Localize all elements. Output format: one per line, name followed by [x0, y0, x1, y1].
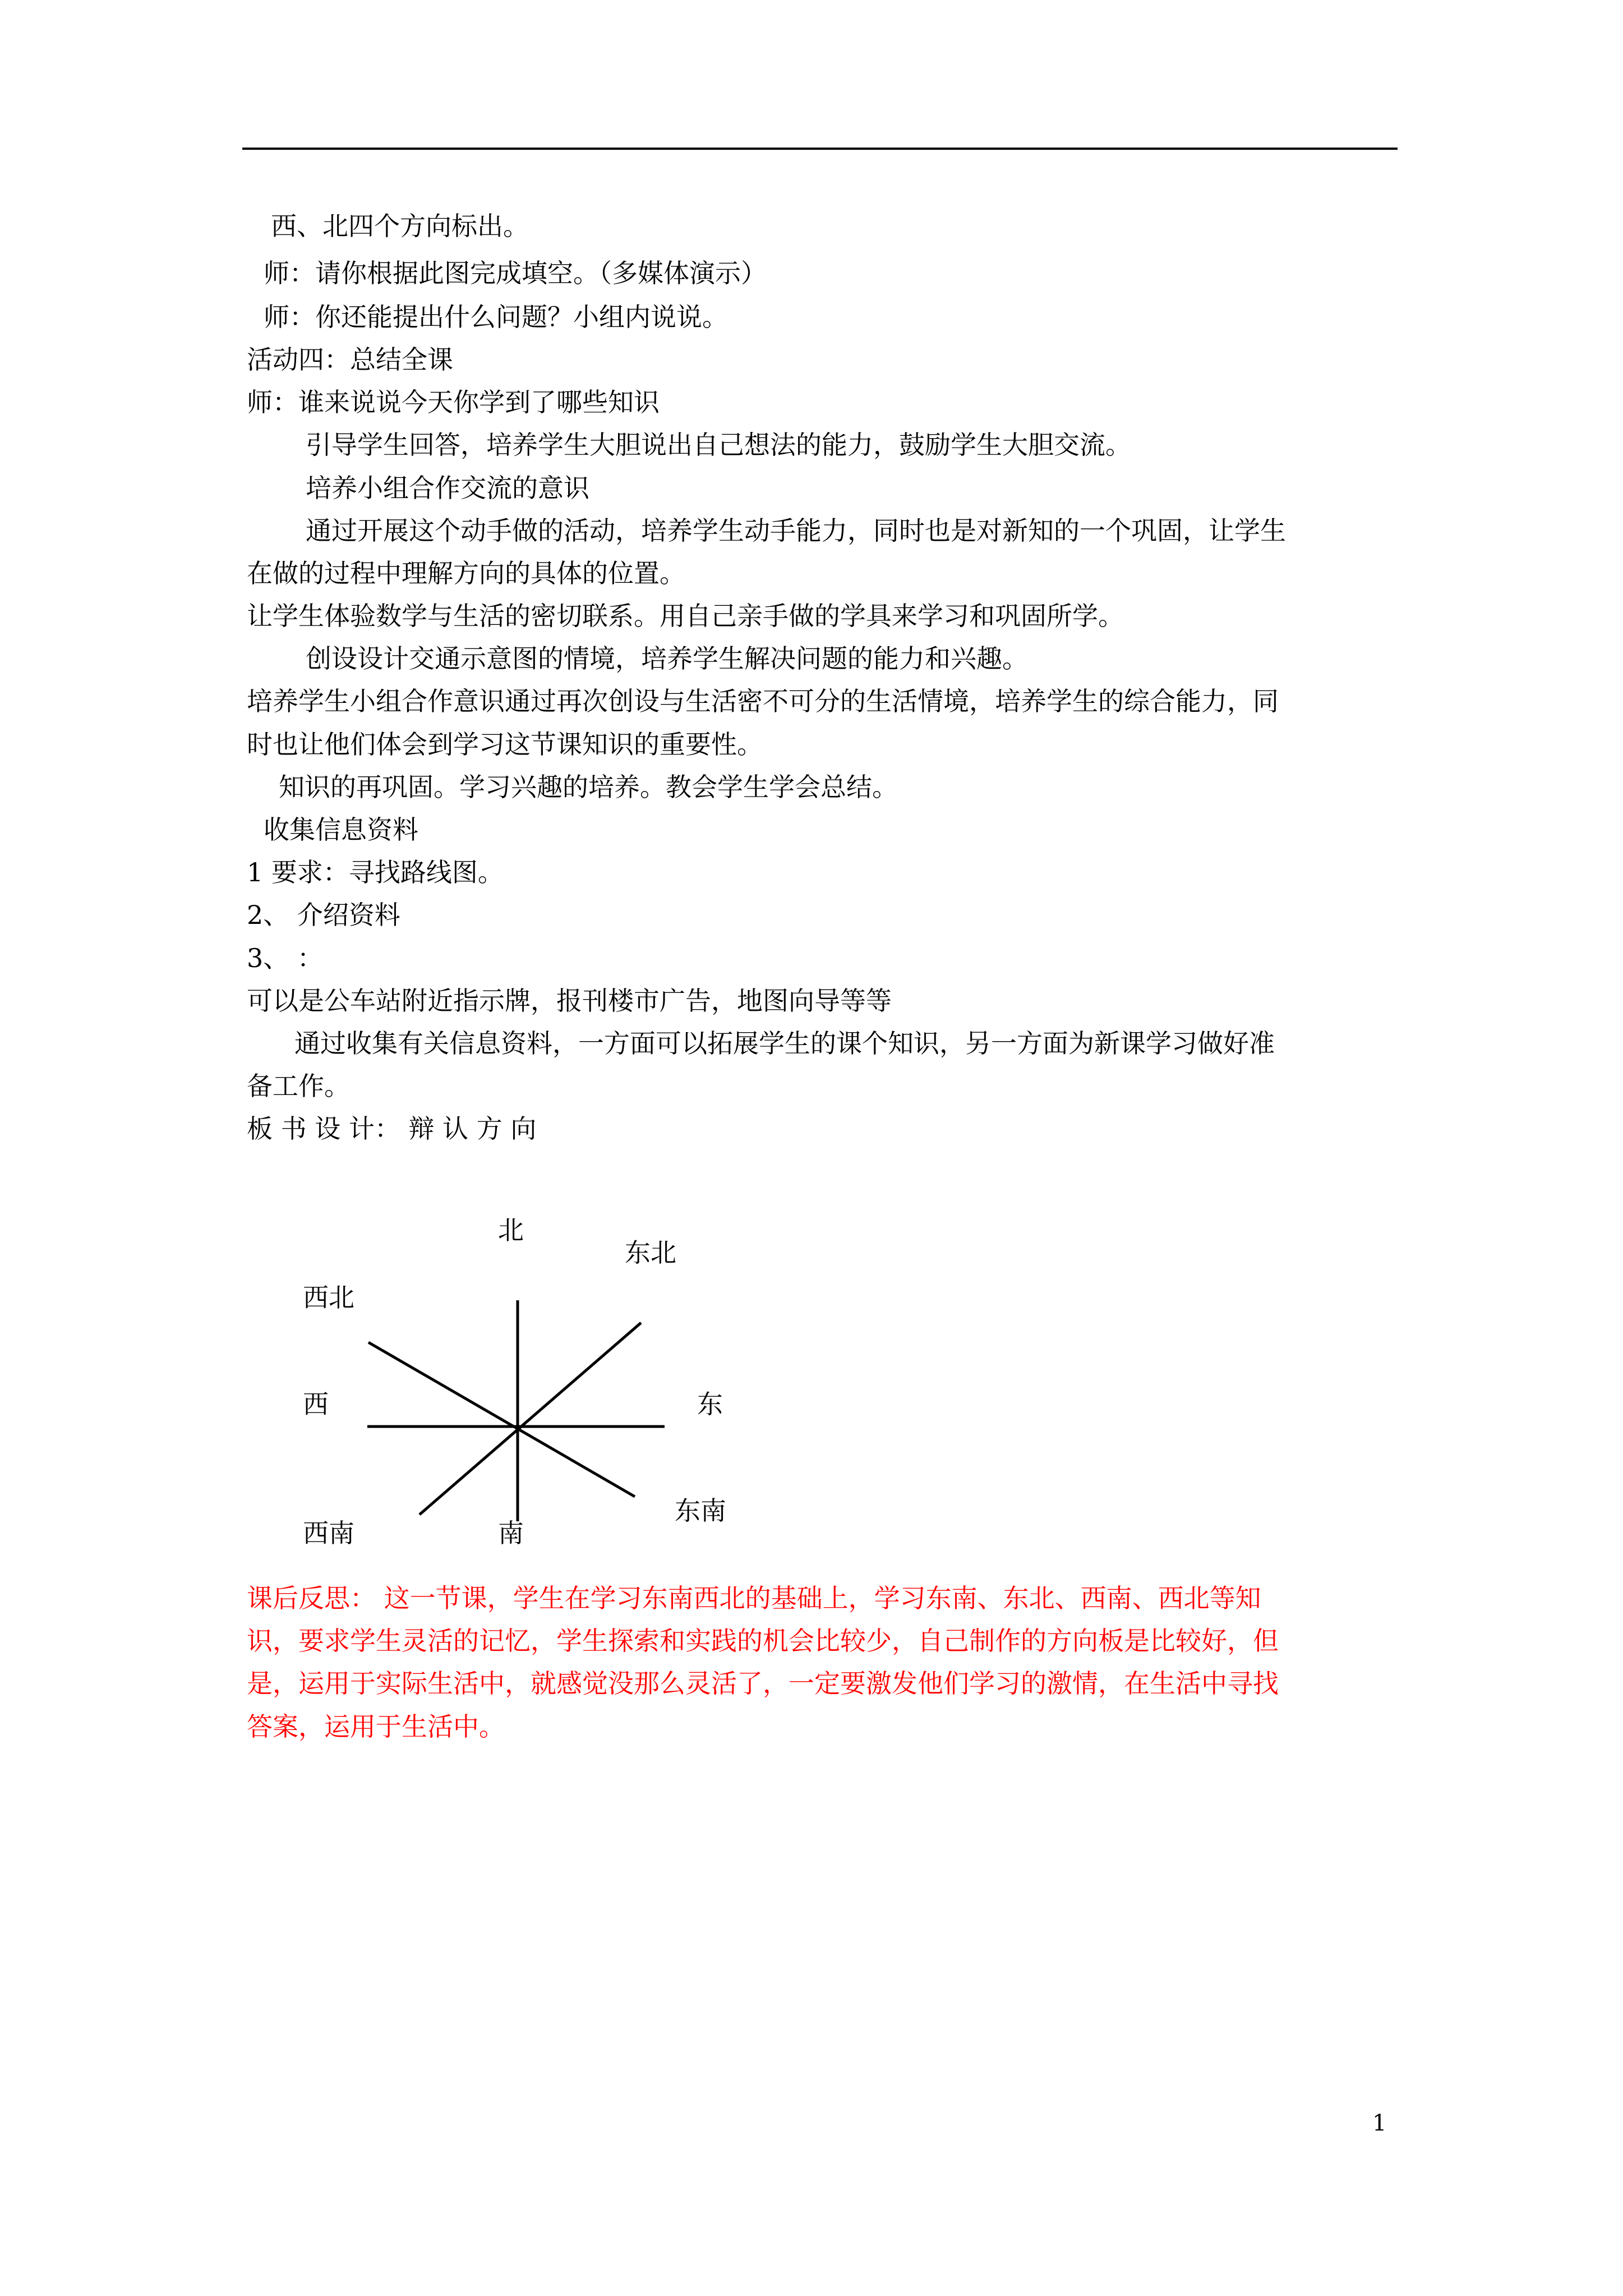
text-line: 引导学生回答，培养学生大胆说出自己想法的能力，鼓励学生大胆交流。 [306, 430, 1131, 460]
text-line: 通过开展这个动手做的活动，培养学生动手能力，同时也是对新知的一个巩固，让学生 [306, 516, 1286, 546]
text-line: 备工作。 [247, 1071, 350, 1101]
text-line: 培养学生小组合作意识通过再次创设与生活密不可分的生活情境，培养学生的综合能力，同 [247, 686, 1279, 716]
label-west: 西 [303, 1389, 329, 1419]
text-line: 创设设计交通示意图的情境，培养学生解决问题的能力和兴趣。 [306, 643, 1028, 674]
text-line: 板 书 设 计： 辩 认 方 向 [247, 1114, 537, 1144]
text-line: 时也让他们体会到学习这节课知识的重要性。 [247, 729, 763, 760]
text-line: 可以是公车站附近指示牌，报刊楼市广告，地图向导等等 [247, 986, 892, 1016]
text-line: 培养小组合作交流的意识 [306, 473, 589, 503]
reflection-line: 识，要求学生灵活的记忆，学生探索和实践的机会比较少，自己制作的方向板是比较好，但 [247, 1626, 1279, 1656]
text-line: 知识的再巩固。学习兴趣的培养。教会学生学会总结。 [279, 772, 898, 802]
text-line: 师：请你根据此图完成填空。（多媒体演示） [264, 258, 767, 288]
text-line: 活动四：总结全课 [247, 344, 453, 375]
compass-line-northeast-southwest [419, 1323, 641, 1515]
label-south: 南 [498, 1518, 524, 1548]
text-line: 让学生体验数学与生活的密切联系。用自己亲手做的学具来学习和巩固所学。 [247, 601, 1124, 631]
reflection-line: 答案，运用于生活中。 [247, 1711, 505, 1742]
text-line: 收集信息资料 [264, 815, 418, 845]
label-northwest: 西北 [303, 1282, 354, 1313]
page-number: 1 [1372, 2110, 1387, 2136]
reflection-line: 是，运用于实际生活中，就感觉没那么灵活了，一定要激发他们学习的激情，在生活中寻找 [247, 1668, 1279, 1699]
label-east: 东 [697, 1389, 723, 1419]
text-line: 师：谁来说说今天你学到了哪些知识 [247, 387, 660, 417]
label-northeast: 东北 [625, 1237, 676, 1268]
text-line: 通过收集有关信息资料，一方面可以拓展学生的课个知识，另一方面为新课学习做好准 [294, 1028, 1275, 1059]
label-southeast: 东南 [675, 1496, 726, 1526]
text-line: 西、北四个方向标出。 [271, 211, 529, 241]
reflection-line: 课后反思： 这一节课，学生在学习东南西北的基础上，学习东南、东北、西南、西北等知 [247, 1583, 1261, 1613]
compass-line-northwest-southeast [368, 1342, 635, 1497]
label-southwest: 西南 [303, 1518, 354, 1548]
text-line: 1 要求：寻找路线图。 [247, 857, 504, 887]
text-line: 2、 介绍资料 [247, 900, 400, 930]
text-line: 在做的过程中理解方向的具体的位置。 [247, 558, 685, 588]
header-rule [242, 148, 1398, 150]
text-line: 3、 ： [247, 943, 323, 973]
label-north: 北 [498, 1215, 524, 1245]
text-line: 师：你还能提出什么问题？小组内说说。 [264, 302, 728, 332]
